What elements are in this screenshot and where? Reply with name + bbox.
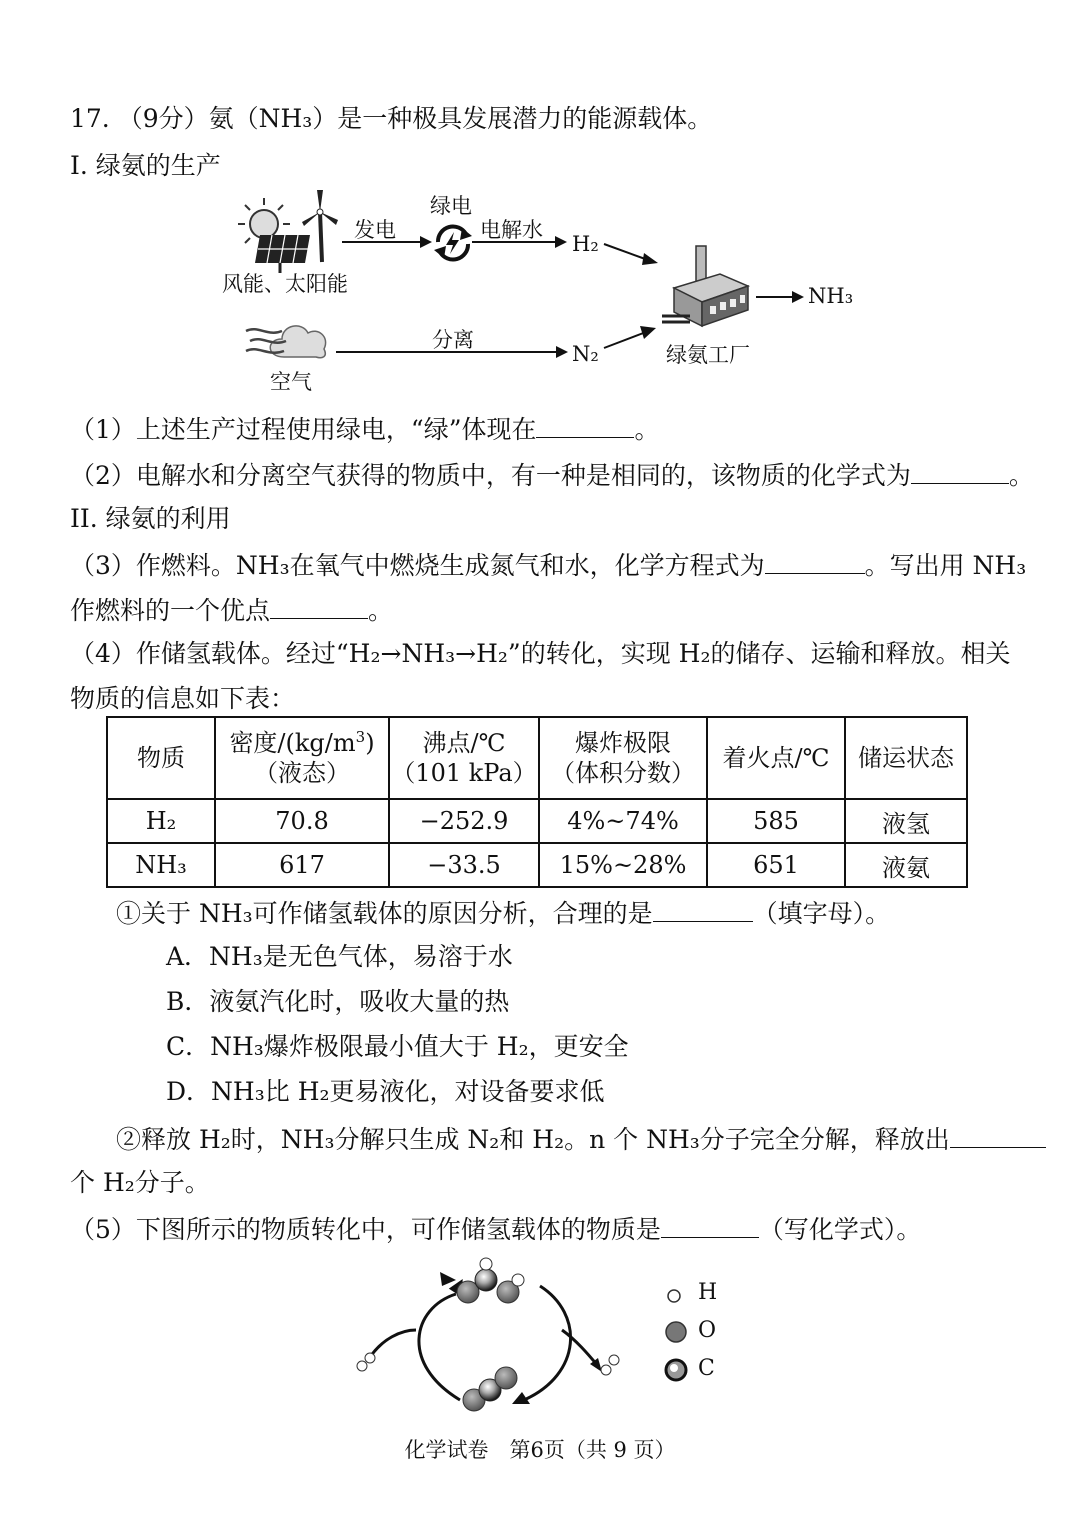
sub1-text	[116, 895, 890, 931]
cycle-icon	[430, 220, 476, 266]
arrow1-label: 发电	[354, 218, 396, 242]
q5-text	[70, 1211, 921, 1247]
option-a[interactable]: A．NH₃是无色气体，易溶于水	[166, 942, 513, 971]
page-footer: 化学试卷 第6页（共 9 页）	[404, 1438, 676, 1462]
header-substance: 物质	[107, 717, 215, 799]
cell-storage-state: 液氨	[845, 843, 967, 887]
legend-c-label: C	[698, 1356, 715, 1381]
cell-explosion-limit: 4%~74%	[539, 799, 707, 843]
table-row	[107, 843, 967, 887]
factory-label: 绿氨工厂	[666, 343, 750, 367]
option-c[interactable]: C．NH₃爆炸极限最小值大于 H₂，更安全	[166, 1032, 629, 1061]
sub2-text-line1	[116, 1121, 1046, 1157]
arrow-factory-to-nh3	[756, 287, 804, 307]
sub1-tail: （填字母）。	[752, 899, 891, 928]
cell-substance: NH₃	[107, 843, 215, 887]
q3-advantage-blank[interactable]	[270, 592, 368, 619]
nh3-product-label: NH₃	[808, 284, 854, 308]
cell-storage-state: 液氢	[845, 799, 967, 843]
legend-c-icon	[664, 1358, 688, 1382]
q1-prompt: （1）上述生产过程使用绿电，“绿”体现在	[70, 415, 537, 444]
q2-period: 。	[1008, 461, 1034, 490]
q5-tail: （写化学式）。	[758, 1215, 922, 1244]
q5-prompt: （5）下图所示的物质转化中，可作储氢载体的物质是	[70, 1215, 661, 1244]
table-header-row	[107, 717, 967, 799]
q3-prompt: （3）作燃料。NH₃在氧气中燃烧生成氮气和水，化学方程式为	[70, 551, 765, 580]
q1-text	[70, 411, 660, 447]
header-boiling-point: 沸点/℃ （101 kPa）	[389, 717, 539, 799]
wind-turbine-icon	[300, 190, 340, 265]
h2-left-atom	[357, 1361, 367, 1371]
cell-substance: H₂	[107, 799, 215, 843]
properties-table	[106, 716, 968, 888]
legend-h-icon	[664, 1286, 684, 1306]
table-row	[107, 799, 967, 843]
q4-text-line2: 物质的信息如下表：	[70, 684, 296, 713]
source1-label: 风能、太阳能	[222, 272, 348, 296]
sub1-answer-blank[interactable]	[653, 895, 753, 922]
cell-ignition-point: 651	[707, 843, 845, 887]
sub2-text-line2: 个 H₂分子。	[70, 1168, 210, 1197]
arrow-n2-to-factory	[604, 322, 664, 352]
h2-right-atom	[601, 1365, 611, 1375]
q3-advantage-prompt: 作燃料的一个优点	[70, 596, 271, 625]
legend-h-label: H	[698, 1280, 718, 1305]
q3-text-line1	[70, 547, 1026, 583]
question-title: 17. （9分）氨（NH₃）是一种极具发展潜力的能源载体。	[70, 104, 713, 133]
green-power-label: 绿电	[430, 194, 472, 218]
n2-label: N₂	[572, 342, 599, 366]
atom-o	[495, 1367, 517, 1389]
h2-left-atom	[365, 1353, 375, 1363]
q2-prompt: （2）电解水和分离空气获得的物质中，有一种是相同的，该物质的化学式为	[70, 461, 911, 490]
legend-o-label: O	[698, 1318, 717, 1343]
header-explosion-limit: 爆炸极限 （体积分数）	[539, 717, 707, 799]
arrow-h2-to-factory	[604, 240, 664, 270]
option-b[interactable]: B．液氨汽化时，吸收大量的热	[166, 987, 510, 1016]
q2-text	[70, 457, 1034, 493]
legend-o-icon	[664, 1320, 688, 1344]
q3-prompt-cont: 。写出用 NH₃	[864, 551, 1027, 580]
part1-heading: I. 绿氨的生产	[70, 151, 221, 180]
q4-text-line1: （4）作储氢载体。经过“H₂→NH₃→H₂”的转化，实现 H₂的储存、运输和释放。相关	[70, 639, 1011, 668]
q2-answer-blank[interactable]	[911, 457, 1009, 484]
atom-h	[512, 1274, 524, 1286]
atom-h	[480, 1258, 492, 1270]
q3-text-line2	[70, 592, 393, 628]
arrow2-label: 电解水	[480, 218, 543, 242]
conversion-cycle-diagram	[352, 1254, 632, 1424]
cell-boiling-point: −252.9	[389, 799, 539, 843]
q1-period: 。	[634, 415, 660, 444]
cloud-icon	[244, 315, 334, 365]
cell-explosion-limit: 15%~28%	[539, 843, 707, 887]
sub1-prompt: ①关于 NH₃可作储氢载体的原因分析，合理的是	[116, 899, 653, 928]
option-d[interactable]: D．NH₃比 H₂更易液化，对设备要求低	[166, 1077, 605, 1106]
cell-density: 617	[215, 843, 389, 887]
cell-boiling-point: −33.5	[389, 843, 539, 887]
header-storage-state: 储运状态	[845, 717, 967, 799]
header-density: 密度$/(kg/m^3)$ （液态）	[215, 717, 389, 799]
h2-right-atom	[609, 1355, 619, 1365]
sub2-prompt: ②释放 H₂时，NH₃分解只生成 N₂和 H₂。n 个 NH₃分子完全分解，释放出	[116, 1125, 950, 1154]
part2-heading: II. 绿氨的利用	[70, 504, 231, 533]
q3-equation-blank[interactable]	[765, 547, 865, 574]
factory-icon	[660, 244, 755, 329]
arc-right	[524, 1286, 571, 1400]
cell-ignition-point: 585	[707, 799, 845, 843]
q3-period: 。	[368, 596, 394, 625]
header-ignition-point: 着火点/℃	[707, 717, 845, 799]
q5-answer-blank[interactable]	[661, 1211, 759, 1238]
arc-left	[419, 1294, 460, 1400]
atom-c	[475, 1269, 497, 1291]
cell-density: 70.8	[215, 799, 389, 843]
sub2-answer-blank[interactable]	[950, 1121, 1046, 1148]
source2-label: 空气	[270, 370, 312, 394]
q1-answer-blank[interactable]	[536, 411, 634, 438]
arrow3-label: 分离	[432, 328, 474, 352]
h2-label: H₂	[572, 232, 599, 256]
